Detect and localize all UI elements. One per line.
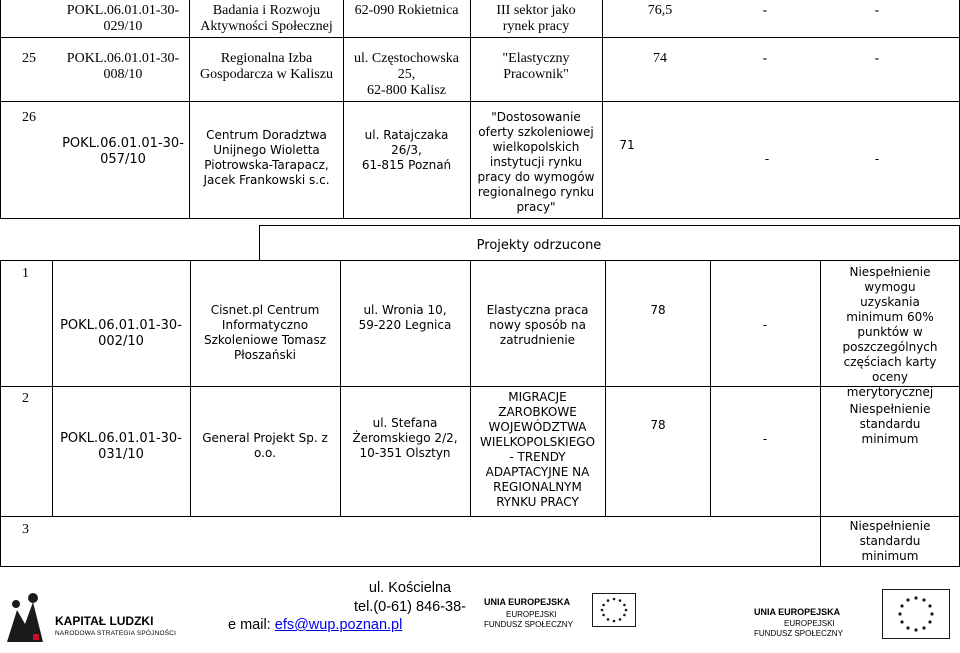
col7-value: - xyxy=(762,432,768,446)
organization: Regionalna Izba Gospodarcza w Kaliszu xyxy=(200,51,333,82)
col7-value: - xyxy=(762,318,768,332)
organization: Badania i Rozwoju Aktywności Społecznej xyxy=(200,3,333,34)
rejection-reason: Niespełnienie standardu minimum xyxy=(849,402,931,446)
eu-logo-line2: EUROPEJSKI xyxy=(784,619,835,628)
score: 76,5 xyxy=(647,3,673,18)
score: 74 xyxy=(653,51,667,66)
address: ul. Wronia 10, 59-220 Legnica xyxy=(358,303,452,332)
col8-value: - xyxy=(874,152,880,166)
address: ul. Stefana Żeromskiego 2/2, 10-351 Olsztyn xyxy=(352,416,458,460)
organization: Centrum Doradztwa Unijnego Wioletta Piotrowska-Tarapacz, Jacek Frankowski s.c. xyxy=(203,128,330,187)
section-title: Projekty odrzucone xyxy=(476,238,602,253)
col8-value: - xyxy=(874,51,880,66)
kl-logo-subtitle: NARODOWA STRATEGIA SPÓJNOŚCI xyxy=(55,630,177,637)
row-number: 1 xyxy=(22,266,29,281)
email-label: e mail: xyxy=(228,617,275,633)
eu-logo-line3: FUNDUSZ SPOŁECZNY xyxy=(484,620,573,629)
email-link[interactable]: efs@wup.poznan.pl xyxy=(274,617,403,633)
rejection-reason: Niespełnienie standardu minimum xyxy=(849,519,931,563)
project-code: POKL.06.01.01-30- 029/10 xyxy=(66,3,180,34)
row-number: 25 xyxy=(22,51,36,66)
project-code: POKL.06.01.01-30- 008/10 xyxy=(66,51,180,82)
col8-value: - xyxy=(874,3,880,18)
eu-logo-line3: FUNDUSZ SPOŁECZNY xyxy=(754,629,843,638)
footer-email-line xyxy=(228,617,402,633)
col7-value: - xyxy=(762,51,768,66)
project-code: POKL.06.01.01-30- 002/10 xyxy=(60,318,182,349)
project-title: Elastyczna praca nowy sposób na zatrudnienie xyxy=(486,303,589,347)
score: 71 xyxy=(619,138,635,152)
organization: Cisnet.pl Centrum Informatyczno Szkoleniowe Tomasz Płoszański xyxy=(203,303,326,362)
kapital-ludzki-logo xyxy=(3,590,177,648)
score: 78 xyxy=(650,418,666,432)
rejection-reason: Niespełnienie wymogu uzyskania minimum 60% punktów w poszczególnych częściach karty oceny merytorycznej xyxy=(842,265,938,399)
project-title: "Dostosowanie oferty szkoleniowej wielkopolskich instytucji rynku pracy do wymogów regionalnego rynku pracy" xyxy=(477,110,595,214)
footer-address-line1: ul. Kościelna xyxy=(368,580,452,596)
row-number: 2 xyxy=(22,391,29,406)
col7-value: - xyxy=(764,152,770,166)
address: 62-090 Rokietnica xyxy=(354,3,459,18)
project-code: POKL.06.01.01-30- 031/10 xyxy=(60,431,182,462)
eu-logo xyxy=(484,593,644,633)
address: ul. Ratajczaka 26/3, 61-815 Poznań xyxy=(361,128,452,172)
eu-flag-icon xyxy=(882,589,950,639)
eu-logo-secondary xyxy=(754,589,960,641)
eu-flag-icon xyxy=(592,593,636,627)
score: 78 xyxy=(650,303,666,317)
organization: General Projekt Sp. z o.o. xyxy=(202,431,328,460)
address: ul. Częstochowska 25, 62-800 Kalisz xyxy=(354,51,459,98)
eu-logo-line1: UNIA EUROPEJSKA xyxy=(484,597,571,607)
eu-logo-line1: UNIA EUROPEJSKA xyxy=(754,607,841,617)
kapital-ludzki-emblem-icon xyxy=(3,590,47,646)
project-title: "Elastyczny Pracownik" xyxy=(502,51,570,82)
row-number: 26 xyxy=(22,110,36,125)
footer-address-line2: tel.(0-61) 846-38- xyxy=(353,599,467,615)
project-title: MIGRACJE ZAROBKOWE WOJEWÓDZTWA WIELKOPOLSKIEGO - TRENDY ADAPTACYJNE NA REGIONALNYM RYNKU PRACY xyxy=(479,390,596,509)
project-title: III sektor jako rynek pracy xyxy=(496,3,576,34)
project-code: POKL.06.01.01-30- 057/10 xyxy=(62,136,184,167)
kl-logo-text: KAPITAŁ LUDZKI xyxy=(55,614,154,628)
eu-logo-line2: EUROPEJSKI xyxy=(506,610,557,619)
col7-value: - xyxy=(762,3,768,18)
row-number: 3 xyxy=(22,522,29,537)
